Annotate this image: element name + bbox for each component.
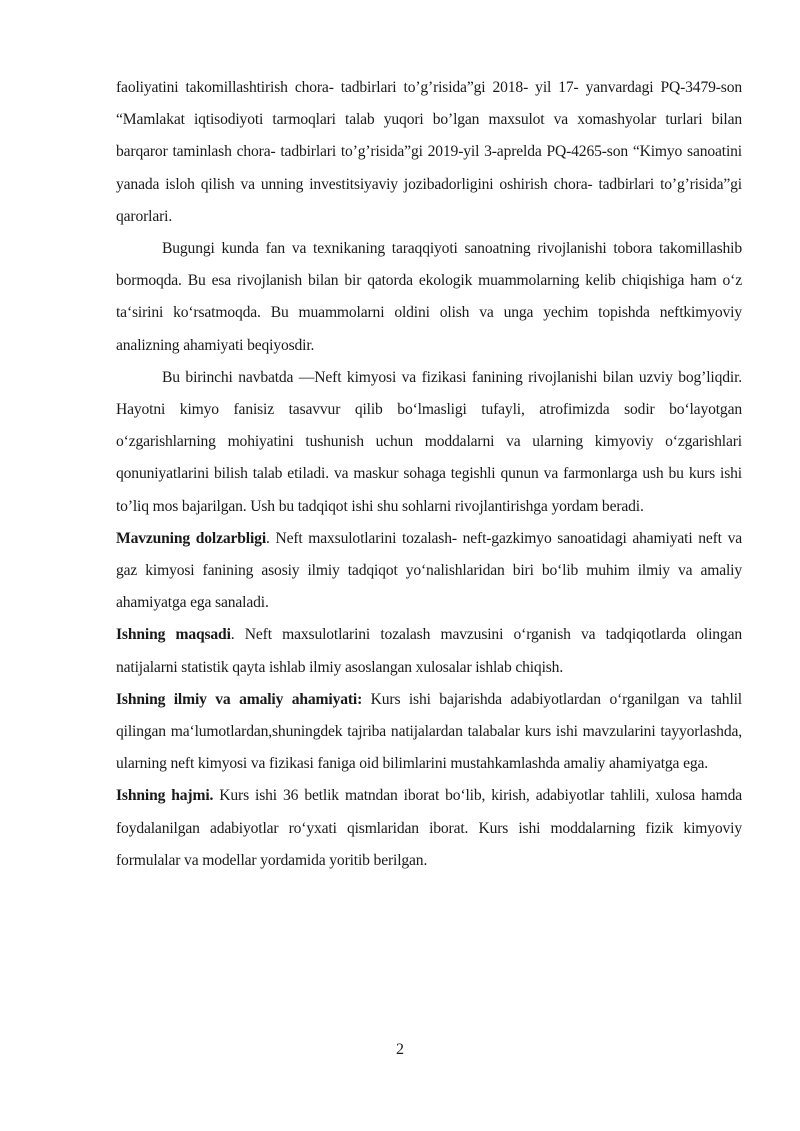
paragraph-heading: Ishning maqsadi (116, 626, 231, 644)
paragraph-text: Kurs ishi 36 betlik matndan iborat bo‘lib, kirish, adabiyotlar tahlili, xulosa hamda foydalanilgan adabiyotlar ro‘yxati qismlaridan iborat. Kurs ishi moddalarning fizik kimyoviy formulalar va modellar yordamida yoritib berilgan. (116, 787, 742, 869)
paragraph-introduction (116, 233, 742, 362)
paragraph-text: Bu birinchi navbatda ―Neft kimyosi va fizikasi fanining rivojlanishi bilan uzviy bog’liqdir. Hayotni kimyo fanisiz tasavvur qilib bo‘lmasligi tufayli, atrofimizda sodir bo‘layotgan o‘zgarishlarning mohiyatini tushunish uchun moddalarni va ularning kimyoviy o‘zgarishlari qonuniyatlarini bilish talab etiladi. va maskur sohaga tegishli qunun va farmonlarga ush bu kurs ishi to’liq mos bajarilgan. Ush bu tadqiqot ishi shu sohlarni rivojlantirishga yordam beradi. (116, 368, 742, 515)
paragraph-text: Kurs ishi bajarishda adabiyotlardan o‘rganilgan va tahlil qilingan ma‘lumotlardan,shuningdek tajriba natijalardan talabalar kurs ishi mavzularini tayyorlashda, ularning neft kimyosi va fizikasi faniga oid bilimlarini mustahkamlashda amaliy ahamiyatga ega. (116, 690, 742, 773)
paragraph-topic-relevance (116, 523, 742, 620)
document-body (116, 72, 742, 877)
paragraph-text: . Neft maxsulotlarini tozalash mavzusini o‘rganish va tadqiqotlarda olingan natijalarni statistik qayta ishlab ilmiy asoslangan xulosalar ishlab chiqish. (116, 626, 742, 676)
paragraph-work-volume (116, 780, 742, 877)
paragraph-legal-references (116, 72, 742, 233)
paragraph-heading: Ishning hajmi. (116, 787, 214, 805)
paragraph-text: . Neft maxsulotlarini tozalash- neft-gazkimyo sanoatidagi ahamiyati neft va gaz kimyosi fanining asosiy ilmiy tadqiqot yo‘nalishlaridan biri bo‘lib muhim ilmiy va amaliy ahamiyatga ega sanaladi. (116, 529, 742, 612)
paragraph-scientific-significance (116, 684, 742, 781)
paragraph-work-goal (116, 619, 742, 683)
paragraph-relevance-context (116, 362, 742, 523)
page-number: 2 (396, 1041, 404, 1058)
paragraph-heading: Mavzuning dolzarbligi (116, 529, 266, 547)
paragraph-heading: Ishning ilmiy va amaliy ahamiyati: (116, 690, 363, 708)
paragraph-text: faoliyatini takomillashtirish chora- tadbirlari to’g’risida”gi 2018- yil 17- yanvardagi PQ-3479-son “Mamlakat iqtisodiyoti tarmoqlari talab yuqori bo’lgan maxsulot va xomashyolar turlari bilan barqaror taminlash chora- tadbirlari to’g’risida”gi 2019-yil 3-aprelda PQ-4265-son “Kimyo sanoatini yanada isloh qilish va unning investitsiyaviy jozibadorligini oshirish chora- tadbirlari to’g’risida”gi qarorlari. (116, 79, 742, 225)
paragraph-text: Bugungi kunda fan va texnikaning taraqqiyoti sanoatning rivojlanishi tobora takomillashib bormoqda. Bu esa rivojlanish bilan bir qatorda ekologik muammolarning kelib chiqishiga ham o‘z ta‘sirini ko‘rsatmoqda. Bu muammolarni oldini olish va unga yechim topishda neftkimyoviy analizning ahamiyati beqiyosdir. (116, 240, 742, 354)
